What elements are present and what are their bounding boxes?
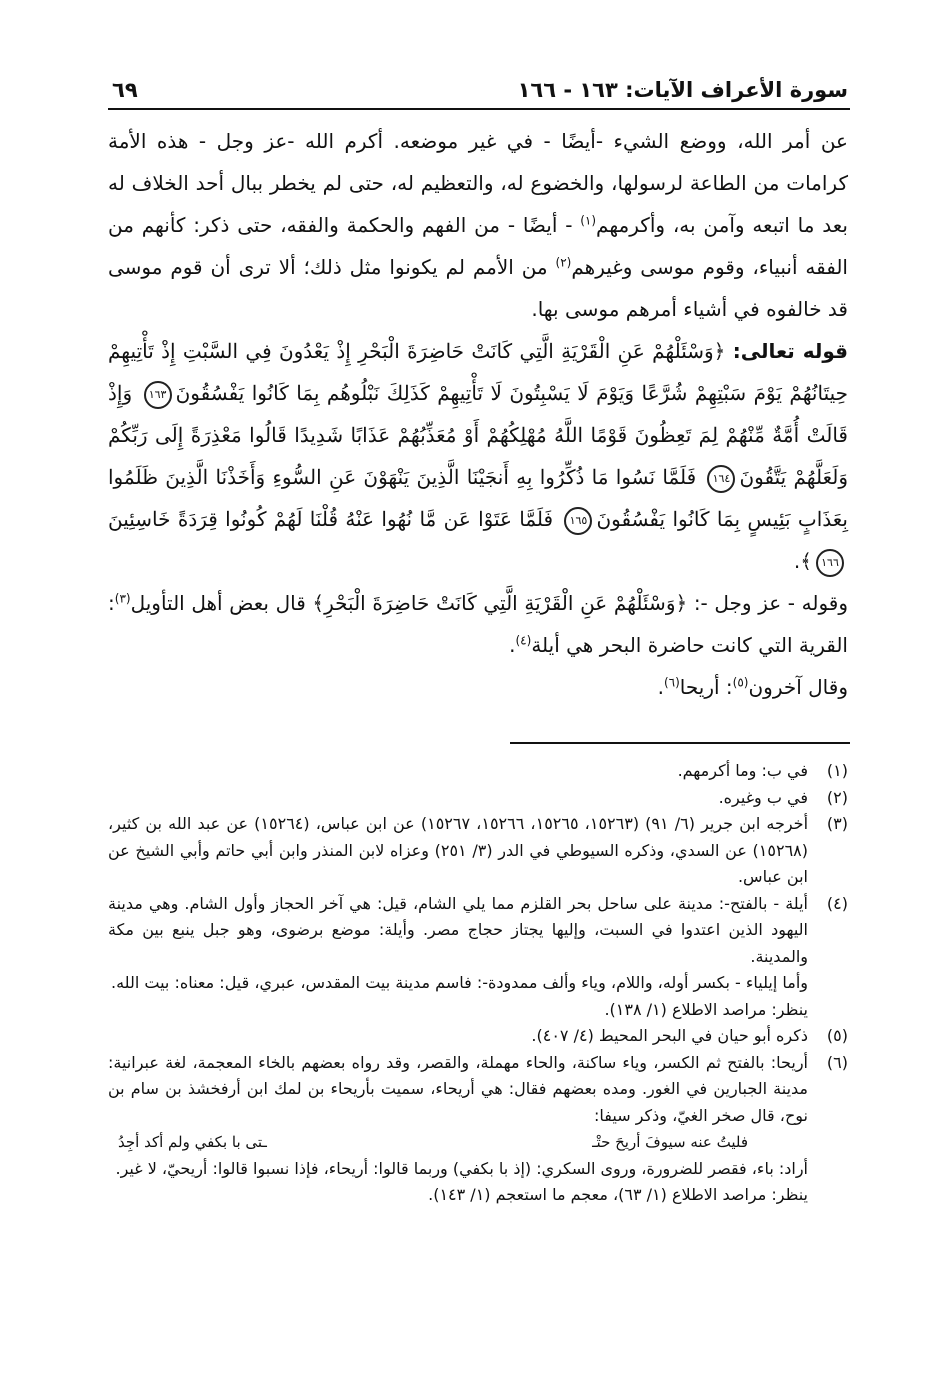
poem-verse bbox=[108, 1129, 808, 1156]
quran-text: فَلَمَّا عَتَوْا عَن مَّا نُهُوا عَنْهُ قُلْنَا لَهُمْ كُونُوا قِرَدَةً خَاسِئِينَ bbox=[108, 507, 561, 531]
intro-paragraph: عن أمر الله، ووضع الشيء -أيضًا - في غير موضعه. أكرم الله -عز وجل - هذه الأمة كرامات من الطاعة لرسولها، والخضوع له، والتعظيم له، حتى لم يخطر ببال أحد الخلاف له بعد ما اتبعه وآمن به، وأكرمهم$^{(١)}$ - أيضًا - من الفهم والحكمة والفقه، حتى ذكر: كأنهم من الفقه أنبياء، وقوم موسى وغيرهم$^{(٢)}$ من الأمم لم يكونوا مثل ذلك؛ ألا ترى أن قوم موسى قد خالفوه في أشياء أمرهم موسى بها. bbox=[108, 129, 848, 321]
ayah-number-marker: ١٦٥ bbox=[564, 507, 592, 535]
quran-text: ﴿وَسْئَلْهُمْ عَنِ الْقَرْيَةِ الَّتِي كَانَتْ حَاضِرَةَ الْبَحْرِ إِذْ يَعْدُونَ فِي السَّبْتِ إِذْ تَأْتِيهِمْ حِيتَانُهُمْ يَوْمَ سَبْتِهِمْ شُرَّعًا وَيَوْمَ لَا يَسْبِتُونَ لَا تَأْتِيهِمْ كَذَلِكَ نَبْلُوهُم بِمَا كَانُوا يَفْسُقُونَ bbox=[108, 339, 849, 405]
footnote-ref[interactable]: (١) bbox=[580, 213, 597, 228]
footnote-number: (٣) bbox=[826, 814, 848, 833]
footnote bbox=[108, 758, 848, 785]
footnote-text: أريحا: بالفتح ثم الكسر، وياء ساكنة، والحاء مهملة، والقصر، وقد رواه بعضهم بالخاء المعجمة، لغة عبرانية: مدينة الجبارين في الغور. ومده بعضهم فقال: هي أريحاء، سميت بأريحاء بن لمك ابن أرفخشذ بن سام بن نوح، قال صخر الغيّ، وذكر سيفا: bbox=[108, 1052, 808, 1125]
footnotes bbox=[108, 758, 848, 1209]
commentary-paragraph: وقوله - عز وجل -: ﴿وَسْئَلْهُمْ عَنِ الْقَرْيَةِ الَّتِي كَانَتْ حَاضِرَةَ الْبَحْرِ﴾ قال بعض أهل التأويل$^{(٣)}$: القرية التي كانت حاضرة البحر هي أيلة$^{(٤)}$. bbox=[108, 591, 848, 657]
verse-paragraph: قوله تعالى: ﴿وَسْئَلْهُمْ عَنِ الْقَرْيَةِ الَّتِي كَانَتْ حَاضِرَةَ الْبَحْرِ إِذْ يَعْدُونَ فِي السَّبْتِ إِذْ تَأْتِيهِمْ حِيتَانُهُمْ يَوْمَ سَبْتِهِمْ شُرَّعًا وَيَوْمَ لَا يَسْبِتُونَ لَا تَأْتِيهِمْ كَذَلِكَ نَبْلُوهُم بِمَا كَانُوا يَفْسُقُونَ١٦٣ وَإِذْ قَالَتْ أُمَّةٌ مِّنْهُمْ لِمَ تَعِظُونَ قَوْمًا اللَّهُ مُهْلِكُهُمْ أَوْ مُعَذِّبُهُمْ عَذَابًا شَدِيدًا قَالُوا مَعْذِرَةً إِلَى رَبِّكُمْ وَلَعَلَّهُمْ يَتَّقُونَ١٦٤ فَلَمَّا نَسُوا مَا ذُكِّرُوا بِهِ أَنجَيْنَا الَّذِينَ يَنْهَوْنَ عَنِ السُّوءِ وَأَخَذْنَا الَّذِينَ ظَلَمُوا بِعَذَابٍ بَئِيسٍ بِمَا كَانُوا يَفْسُقُونَ١٦٥ فَلَمَّا عَتَوْا عَن مَّا نُهُوا عَنْهُ قُلْنَا لَهُمْ كُونُوا قِرَدَةً خَاسِئِينَ١٦٦﴾. bbox=[108, 330, 848, 582]
footnote-text: أيلة - بالفتح-: مدينة على ساحل بحر القلزم مما يلي الشام، قيل: هي آخر الحجاز وأول الشام. وهي مدينة اليهود الذين اعتدوا في السبت، وإليها يجتاز حجاج مصر. وأيلة: موضع برضوى، وهو جبل ينبع بين مكة والمدينة. bbox=[108, 893, 808, 966]
footnote-ref[interactable]: (٤) bbox=[515, 633, 532, 648]
footnote-text: في ب وغيره. bbox=[718, 787, 808, 807]
footnote-ref[interactable]: (٦) bbox=[663, 675, 680, 690]
footnote-number: (٥) bbox=[826, 1026, 848, 1045]
footnote-text: أراد: باء، فقصر للضرورة، وروى السكري: (إذ با بكفي) وربما قالوا: أريحاء، فإذا نسبوا قالوا: أريحيّ، لا غير. bbox=[115, 1158, 808, 1178]
footnote-ref[interactable]: (٣) bbox=[114, 591, 131, 606]
footnote-text: أخرجه ابن جرير (٦/ ٩١) (١٥٢٦٣، ١٥٢٦٥، ١٥٢٦٦، ١٥٢٦٧) عن ابن عباس، (١٥٢٦٤) عن عبد الله بن كثير، (١٥٢٦٨) عن السدي، وذكره السيوطي في الدر (٣/ ٢٥١) وعزاه لابن المنذر وابن أبي حاتم وأبي الشيخ عن ابن عباس. bbox=[108, 814, 809, 886]
poem-second-hemistich: ـتى با بكفي ولم أكد أجِدُ bbox=[118, 1133, 267, 1151]
ayah-number-marker: ١٦٦ bbox=[816, 549, 844, 577]
footnote-text: في ب: وما أكرمهم. bbox=[677, 761, 808, 780]
quran-text: فَلَمَّا نَسُوا مَا ذُكِّرُوا بِهِ أَنجَيْنَا الَّذِينَ يَنْهَوْنَ عَنِ السُّوءِ وَأَخَذْنَا الَّذِينَ ظَلَمُوا بِعَذَابٍ بَئِيسٍ بِمَا كَانُوا يَفْسُقُونَ bbox=[108, 465, 848, 531]
page-number: ٦٩ bbox=[112, 78, 138, 102]
quran-text: وَإِذْ قَالَتْ أُمَّةٌ مِّنْهُمْ لِمَ تَعِظُونَ قَوْمًا اللَّهُ مُهْلِكُهُمْ أَوْ مُعَذِّبُهُمْ عَذَابًا شَدِيدًا قَالُوا مَعْذِرَةً إِلَى رَبِّكُمْ وَلَعَلَّهُمْ يَتَّقُونَ bbox=[108, 381, 848, 489]
running-head bbox=[112, 62, 848, 102]
footnote-source: ينظر: مراصد الاطلاع (١/ ١٣٨). bbox=[604, 999, 808, 1019]
footnote-text: وأما إيلياء - بكسر أوله، واللام، وياء وألف ممدودة-: فاسم مدينة بيت المقدس، عبري، قيل: معناه: بيت الله. bbox=[111, 973, 808, 992]
main-text bbox=[108, 120, 848, 708]
ayah-number-marker: ١٦٤ bbox=[707, 465, 735, 493]
footnote bbox=[108, 891, 848, 1024]
footnote-source: ينظر: مراصد الاطلاع (١/ ٦٣)، معجم ما استعجم (١/ ١٤٣). bbox=[428, 1185, 808, 1204]
footnote-text: ذكره أبو حيان في البحر المحيط (٤/ ٤٠٧). bbox=[531, 1026, 808, 1045]
footnote-divider bbox=[510, 742, 850, 744]
commentary-paragraph: وقال آخرون$^{(٥)}$: أريحا$^{(٦)}$. bbox=[657, 675, 848, 699]
footnote bbox=[108, 1023, 848, 1050]
footnote-ref[interactable]: (٢) bbox=[555, 255, 572, 270]
chapter-title: سورة الأعراف الآيات: ١٦٣ - ١٦٦ bbox=[517, 78, 848, 102]
footnote-ref[interactable]: (٥) bbox=[732, 675, 749, 690]
footnote bbox=[108, 1050, 848, 1209]
footnote bbox=[108, 785, 848, 812]
ayah-number-marker: ١٦٣ bbox=[144, 381, 172, 409]
verse-label: قوله تعالى: bbox=[732, 339, 848, 363]
footnote-number: (١) bbox=[826, 761, 848, 780]
footnote-number: (٤) bbox=[826, 893, 848, 913]
footnote-number: (٢) bbox=[826, 787, 848, 807]
header-divider bbox=[108, 108, 850, 110]
footnote-number: (٦) bbox=[826, 1052, 848, 1072]
poem-first-hemistich: فليتُ عنه سيوفَ أريحَ حتْـ bbox=[592, 1133, 748, 1151]
footnote bbox=[108, 811, 848, 891]
